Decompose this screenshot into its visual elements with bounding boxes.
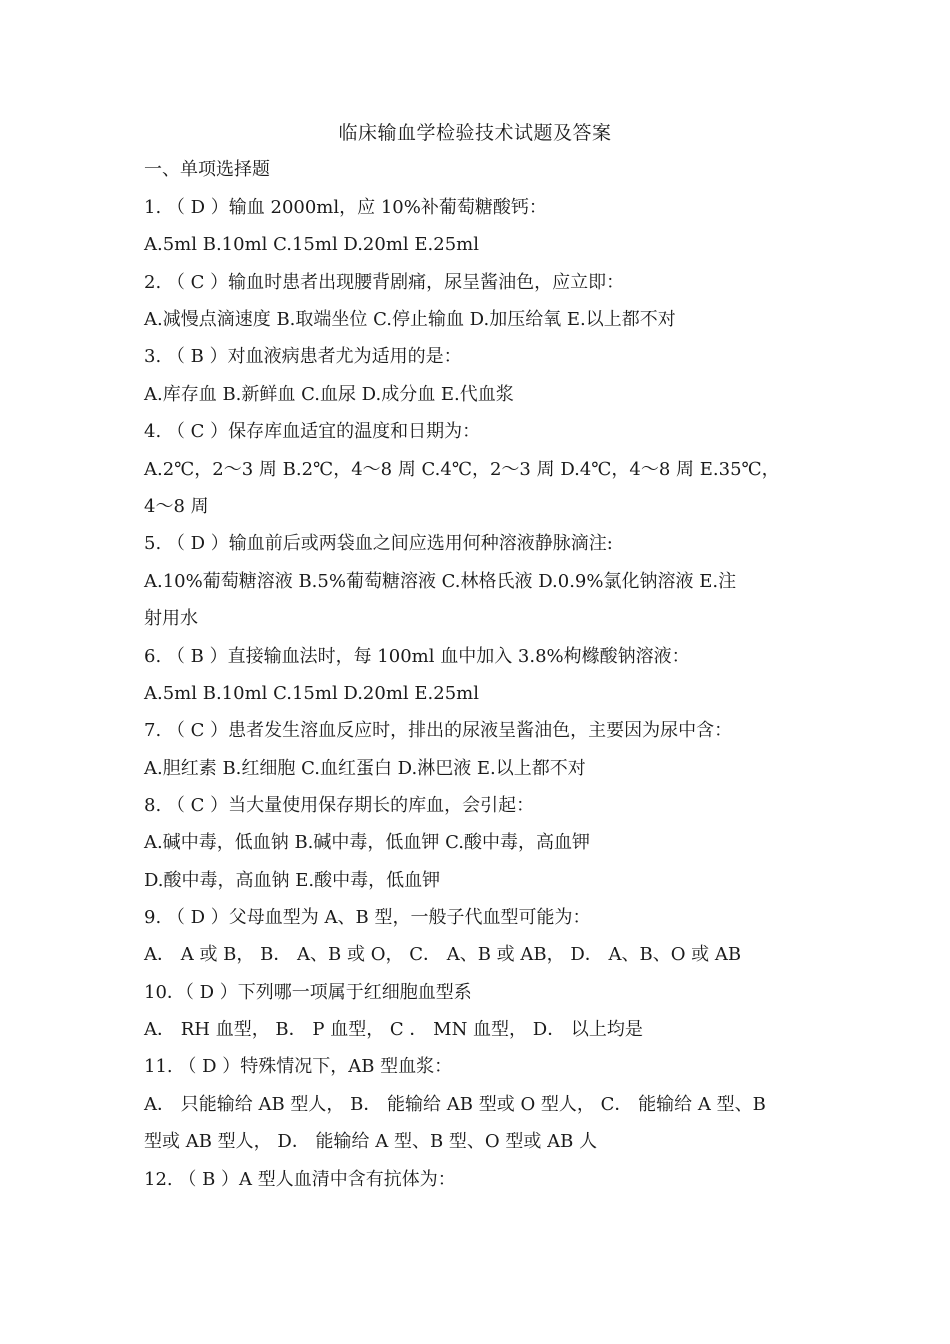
- question-3: 3. （ B ）对血液病患者尤为适用的是：: [144, 346, 462, 367]
- question-4: 4. （ C ）保存库血适宜的温度和日期为：: [144, 421, 481, 442]
- options-3: A.库存血 B.新鲜血 C.血尿 D.成分血 E.代血浆: [144, 384, 514, 405]
- options-7: A.胆红素 B.红细胞 C.血红蛋白 D.淋巴液 E.以上都不对: [144, 758, 586, 779]
- options-5-continued: 射用水: [144, 608, 198, 629]
- options-8-continued: D.酸中毒，高血钠 E.酸中毒，低血钾: [144, 870, 441, 891]
- options-8: A.碱中毒，低血钠 B.碱中毒，低血钾 C.酸中毒，高血钾: [144, 832, 590, 853]
- options-6: A.5ml B.10ml C.15ml D.20ml E.25ml: [144, 683, 479, 704]
- options-2: A.减慢点滴速度 B.取端坐位 C.停止输血 D.加压给氧 E.以上都不对: [144, 309, 676, 330]
- question-7: 7. （ C ）患者发生溶血反应时，排出的尿液呈酱油色，主要因为尿中含：: [144, 720, 733, 741]
- question-11: 11. （ D ）特殊情况下，AB 型血浆：: [144, 1056, 453, 1077]
- options-9: A． A 或 B， B． A、B 或 O， C． A、B 或 AB， D． A、B、O 或 AB: [144, 944, 742, 965]
- question-9: 9. （ D ）父母血型为 A、B 型，一般子代血型可能为：: [144, 907, 591, 928]
- document-title: 临床输血学检验技术试题及答案: [338, 122, 612, 144]
- question-5: 5. （ D ）输血前后或两袋血之间应选用何种溶液静脉滴注:: [144, 533, 613, 554]
- options-5: A.10%葡萄糖溶液 B.5%葡萄糖溶液 C.林格氏液 D.0.9%氯化钠溶液 E.注: [144, 571, 737, 592]
- options-4-continued: 4～8 周: [144, 496, 209, 517]
- options-11-continued: 型或 AB 型人， D． 能输给 A 型、B 型、O 型或 AB 人: [144, 1131, 598, 1152]
- question-8: 8. （ C ）当大量使用保存期长的库血，会引起：: [144, 795, 535, 816]
- question-1: 1. （ D ）输血 2000ml，应 10%补葡萄糖酸钙：: [144, 197, 547, 218]
- options-1: A.5ml B.10ml C.15ml D.20ml E.25ml: [144, 234, 479, 255]
- options-11: A． 只能输给 AB 型人， B． 能输给 AB 型或 O 型人， C． 能输给 A 型、B: [144, 1094, 766, 1115]
- question-2: 2. （ C ）输血时患者出现腰背剧痛，尿呈酱油色，应立即：: [144, 272, 625, 293]
- options-4: A.2℃，2～3 周 B.2℃，4～8 周 C.4℃，2～3 周 D.4℃，4～8 周 E.35℃，: [144, 459, 780, 480]
- section-heading: 一、单项选择题: [144, 159, 270, 180]
- question-12: 12. （ B ）A 型人血清中含有抗体为：: [144, 1169, 456, 1190]
- options-10: A． RH 血型， B． P 血型， C ． MN 血型， D． 以上均是: [144, 1019, 643, 1040]
- question-6: 6. （ B ）直接输血法时，每 100ml 血中加入 3.8%枸橼酸钠溶液：: [144, 646, 690, 667]
- question-10: 10．（ D ）下列哪一项属于红细胞血型系: [144, 982, 472, 1003]
